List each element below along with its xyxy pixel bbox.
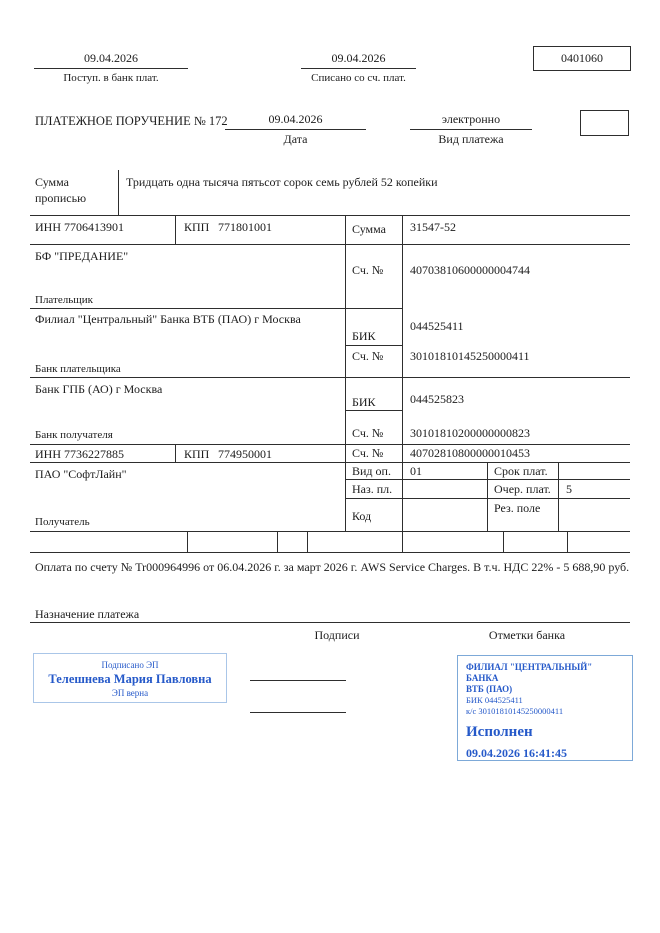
purpose-code-label: Наз. пл. [352, 482, 393, 496]
debited-date-label: Списано со сч. плат. [311, 72, 406, 84]
beneficiary-kpp-label: КПП [184, 447, 210, 461]
grid-line [30, 215, 630, 216]
grid-line [558, 462, 559, 531]
purpose-section-label: Назначение платежа [35, 607, 140, 621]
amount-words-label-1: Сумма [35, 175, 69, 189]
bank-stamp-corr: к/с 30101810145250000411 [466, 706, 564, 716]
beneficiary-kpp: 774950001 [218, 447, 272, 461]
form-code-box [533, 46, 631, 71]
payer-bank-bik: 044525411 [410, 319, 464, 333]
grid-line [118, 170, 119, 215]
payer-name: БФ "ПРЕДАНИЕ" [35, 249, 129, 263]
beneficiary-bank-account-label: Сч. № [352, 426, 384, 440]
payer-bank-section-label: Банк плательщика [35, 363, 121, 375]
signature-line [250, 680, 346, 681]
beneficiary-bank-name: Банк ГПБ (АО) г Москва [35, 382, 163, 396]
grid-line [567, 531, 568, 552]
priority-label: Очер. плат. [494, 482, 551, 496]
doc-title: ПЛАТЕЖНОЕ ПОРУЧЕНИЕ № 172 [35, 114, 228, 128]
beneficiary-bank-account: 30101810200000000823 [410, 426, 530, 440]
payer-kpp-label: КПП [184, 220, 210, 234]
amount-words-label-2: прописью [35, 191, 87, 205]
grid-line [345, 410, 402, 411]
payer-account-label: Сч. № [352, 263, 384, 277]
grid-line [345, 345, 402, 346]
payer-bank-account: 30101810145250000411 [410, 349, 530, 363]
bank-stamp-datetime: 09.04.2026 16:41:45 [466, 746, 567, 760]
grid-line [30, 244, 630, 245]
beneficiary-bank-bik-label: БИК [352, 395, 376, 409]
signatures-label: Подписи [314, 628, 360, 642]
payer-bank-bik-label: БИК [352, 329, 376, 343]
code-label: Код [352, 509, 372, 523]
grid-line [187, 531, 188, 552]
grid-line [30, 531, 630, 532]
grid-line [30, 552, 630, 553]
esign-stamp-line3: ЭП верна [111, 688, 149, 698]
grid-line [345, 215, 346, 531]
signature-line [250, 712, 346, 713]
grid-line [487, 462, 488, 531]
beneficiary-bank-section-label: Банк получателя [35, 429, 113, 441]
payment-kind-label: Вид платежа [438, 132, 504, 146]
esign-stamp-name: Телешнева Мария Павловна [48, 672, 212, 686]
grid-line [30, 377, 630, 378]
grid-line [30, 462, 630, 463]
sum-value: 31547-52 [410, 220, 456, 234]
received-date-label: Поступ. в банк плат. [63, 72, 159, 84]
beneficiary-section-label: Получатель [35, 516, 90, 528]
reserve-label: Рез. поле [494, 501, 541, 515]
beneficiary-account-label: Сч. № [352, 446, 384, 460]
payer-account: 40703810600000004744 [410, 263, 530, 277]
payment-kind: электронно [441, 112, 501, 126]
bank-stamp-line2: ВТБ (ПАО) [466, 684, 513, 694]
sum-label: Сумма [352, 222, 386, 236]
grid-line [402, 531, 403, 552]
grid-line [307, 531, 308, 552]
bank-stamp-bik: БИК 044525411 [466, 695, 523, 705]
payer-bank-account-label: Сч. № [352, 349, 384, 363]
beneficiary-bank-bik: 044525823 [410, 392, 464, 406]
bank-stamp [457, 655, 633, 761]
grid-line [30, 622, 630, 623]
op-kind-value: 01 [410, 464, 422, 478]
payer-status-box [580, 110, 629, 136]
grid-line [30, 444, 630, 445]
debited-date: 09.04.2026 [331, 51, 386, 65]
payer-inn: ИНН 7706413901 [35, 220, 124, 234]
debited-date-underline [301, 68, 416, 69]
esign-stamp-line1: Подписано ЭП [101, 660, 159, 670]
grid-line [175, 444, 176, 462]
purpose-text: Оплата по счету № Tr000964996 от 06.04.2026 г. за март 2026 г. AWS Service Charges. В т.ч. НДС 22% - 5 688,90 руб. [35, 560, 630, 574]
priority-value: 5 [566, 482, 572, 496]
esign-stamp [33, 653, 227, 703]
amount-words: Тридцать одна тысяча пятьсот сорок семь рублей 52 копейки [126, 175, 438, 189]
payment-kind-underline [410, 129, 532, 130]
grid-line [175, 215, 176, 244]
payer-bank-name: Филиал "Центральный" Банка ВТБ (ПАО) г Москва [35, 312, 301, 326]
pay-term-label: Срок плат. [494, 464, 548, 478]
doc-date-label: Дата [283, 132, 308, 146]
grid-line [30, 308, 402, 309]
beneficiary-account: 40702810800000010453 [410, 446, 530, 460]
bank-stamp-line1: ФИЛИАЛ "ЦЕНТРАЛЬНЫЙ" БАНКА [466, 662, 593, 683]
op-kind-label: Вид оп. [352, 464, 391, 478]
beneficiary-name: ПАО "СофтЛайн" [35, 467, 127, 481]
form-code: 0401060 [561, 51, 603, 65]
received-date-underline [34, 68, 188, 69]
grid-line [402, 215, 403, 531]
grid-line [277, 531, 278, 552]
grid-line [503, 531, 504, 552]
doc-date-underline [225, 129, 366, 130]
beneficiary-inn: ИНН 7736227885 [35, 447, 124, 461]
doc-date: 09.04.2026 [268, 112, 323, 126]
bank-stamp-status: Исполнен [466, 724, 533, 740]
payer-kpp: 771801001 [218, 220, 272, 234]
bank-marks-label: Отметки банка [488, 628, 566, 642]
payer-section-label: Плательщик [35, 294, 93, 306]
received-date: 09.04.2026 [84, 51, 138, 65]
